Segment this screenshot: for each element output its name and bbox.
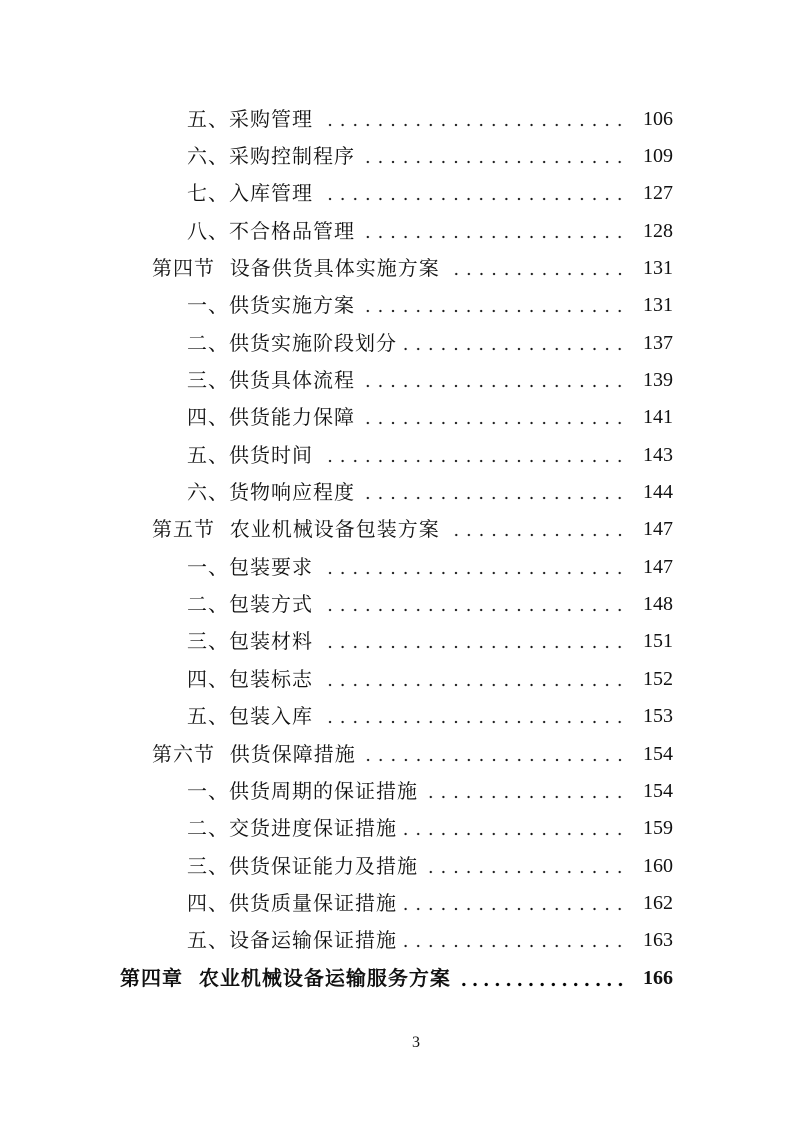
toc-item-page-number: 141: [643, 406, 673, 429]
dot-leader: [319, 183, 626, 203]
toc-section-page-number: 147: [643, 518, 673, 541]
dot-leader: [403, 818, 626, 838]
dot-leader: [446, 258, 626, 278]
toc-item-title: 五、供货时间: [187, 442, 313, 467]
toc-item-title: 六、货物响应程度: [187, 480, 355, 505]
toc-item-title: 四、供货质量保证措施: [187, 890, 397, 915]
toc-item: [120, 361, 673, 398]
toc-section-heading: [120, 511, 673, 548]
toc-chapter-heading: [120, 959, 673, 996]
dot-leader: [424, 856, 626, 876]
toc-item: [120, 212, 673, 249]
dot-leader: [319, 445, 626, 465]
toc-item-page-number: 152: [643, 667, 673, 690]
dot-leader: [361, 221, 626, 241]
toc-item-page-number: 162: [643, 891, 673, 914]
toc-item-title: 三、包装材料: [187, 629, 313, 654]
toc-item: [120, 399, 673, 436]
toc-item: [120, 287, 673, 324]
dot-leader: [403, 333, 626, 353]
dot-leader: [361, 146, 626, 166]
toc-section-heading: [120, 735, 673, 772]
toc-item: [120, 884, 673, 921]
toc-item-page-number: 139: [643, 369, 673, 392]
toc-chapter-title: 第四章 农业机械设备运输服务方案: [120, 965, 451, 990]
toc-section-heading: [120, 249, 673, 286]
toc-section: [120, 511, 673, 735]
toc-item-title: 六、采购控制程序: [187, 144, 355, 169]
toc-item: [120, 324, 673, 361]
dot-leader: [319, 669, 626, 689]
toc-section-title: 第五节 农业机械设备包装方案: [152, 517, 440, 542]
dot-leader: [424, 781, 626, 801]
toc-item-page-number: 148: [643, 593, 673, 616]
toc-item: [120, 922, 673, 959]
toc-item-page-number: 154: [643, 779, 673, 802]
toc-item: [120, 548, 673, 585]
dot-leader: [319, 594, 626, 614]
toc-item-page-number: 127: [643, 182, 673, 205]
dot-leader: [457, 968, 626, 988]
toc-chapter-page-number: 166: [643, 966, 673, 989]
toc-item: [120, 847, 673, 884]
toc-item-page-number: 159: [643, 817, 673, 840]
page-footer-number: 3: [412, 1034, 420, 1051]
toc-item-page-number: 163: [643, 929, 673, 952]
toc-item-title: 八、不合格品管理: [187, 218, 355, 243]
toc-item-page-number: 144: [643, 481, 673, 504]
toc-item-title: 二、供货实施阶段划分: [187, 330, 397, 355]
toc-item-title: 五、采购管理: [187, 106, 313, 131]
toc-item-title: 一、包装要求: [187, 554, 313, 579]
dot-leader: [362, 744, 626, 764]
toc-item-page-number: 106: [643, 107, 673, 130]
dot-leader: [319, 706, 626, 726]
toc-section-page-number: 154: [643, 742, 673, 765]
toc-item-title: 五、设备运输保证措施: [187, 928, 397, 953]
toc-item-page-number: 131: [643, 294, 673, 317]
toc-item: [120, 473, 673, 510]
table-of-contents: [120, 100, 673, 996]
toc-item: [120, 100, 673, 137]
toc-section: [120, 735, 673, 959]
toc-section-page-number: 131: [643, 257, 673, 280]
toc-item-title: 三、供货保证能力及措施: [187, 853, 418, 878]
toc-item: [120, 137, 673, 174]
toc-item-page-number: 109: [643, 145, 673, 168]
dot-leader: [319, 109, 626, 129]
dot-leader: [361, 482, 626, 502]
dot-leader: [403, 930, 626, 950]
toc-item-title: 二、交货进度保证措施: [187, 816, 397, 841]
toc-item-page-number: 137: [643, 331, 673, 354]
dot-leader: [319, 557, 626, 577]
toc-item-page-number: 128: [643, 219, 673, 242]
dot-leader: [361, 370, 626, 390]
dot-leader: [403, 893, 626, 913]
toc-item-page-number: 151: [643, 630, 673, 653]
toc-item: [120, 660, 673, 697]
toc-item-title: 二、包装方式: [187, 592, 313, 617]
toc-item-page-number: 153: [643, 705, 673, 728]
toc-item-title: 四、包装标志: [187, 666, 313, 691]
dot-leader: [319, 631, 626, 651]
toc-item-title: 一、供货周期的保证措施: [187, 778, 418, 803]
toc-item: [120, 175, 673, 212]
toc-item-page-number: 160: [643, 854, 673, 877]
toc-item: [120, 772, 673, 809]
dot-leader: [361, 407, 626, 427]
toc-item: [120, 623, 673, 660]
toc-item: [120, 436, 673, 473]
toc-item-title: 七、入库管理: [187, 181, 313, 206]
toc-section: [120, 249, 673, 510]
toc-item: [120, 585, 673, 622]
toc-item-title: 五、包装入库: [187, 704, 313, 729]
toc-section-title: 第六节 供货保障措施: [152, 741, 356, 766]
toc-item-page-number: 147: [643, 555, 673, 578]
toc-item: [120, 810, 673, 847]
dot-leader: [361, 295, 626, 315]
toc-item: [120, 698, 673, 735]
toc-item-title: 三、供货具体流程: [187, 368, 355, 393]
dot-leader: [446, 519, 626, 539]
toc-item-title: 四、供货能力保障: [187, 405, 355, 430]
toc-item-title: 一、供货实施方案: [187, 293, 355, 318]
toc-item-page-number: 143: [643, 443, 673, 466]
toc-section-title: 第四节 设备供货具体实施方案: [152, 256, 440, 281]
